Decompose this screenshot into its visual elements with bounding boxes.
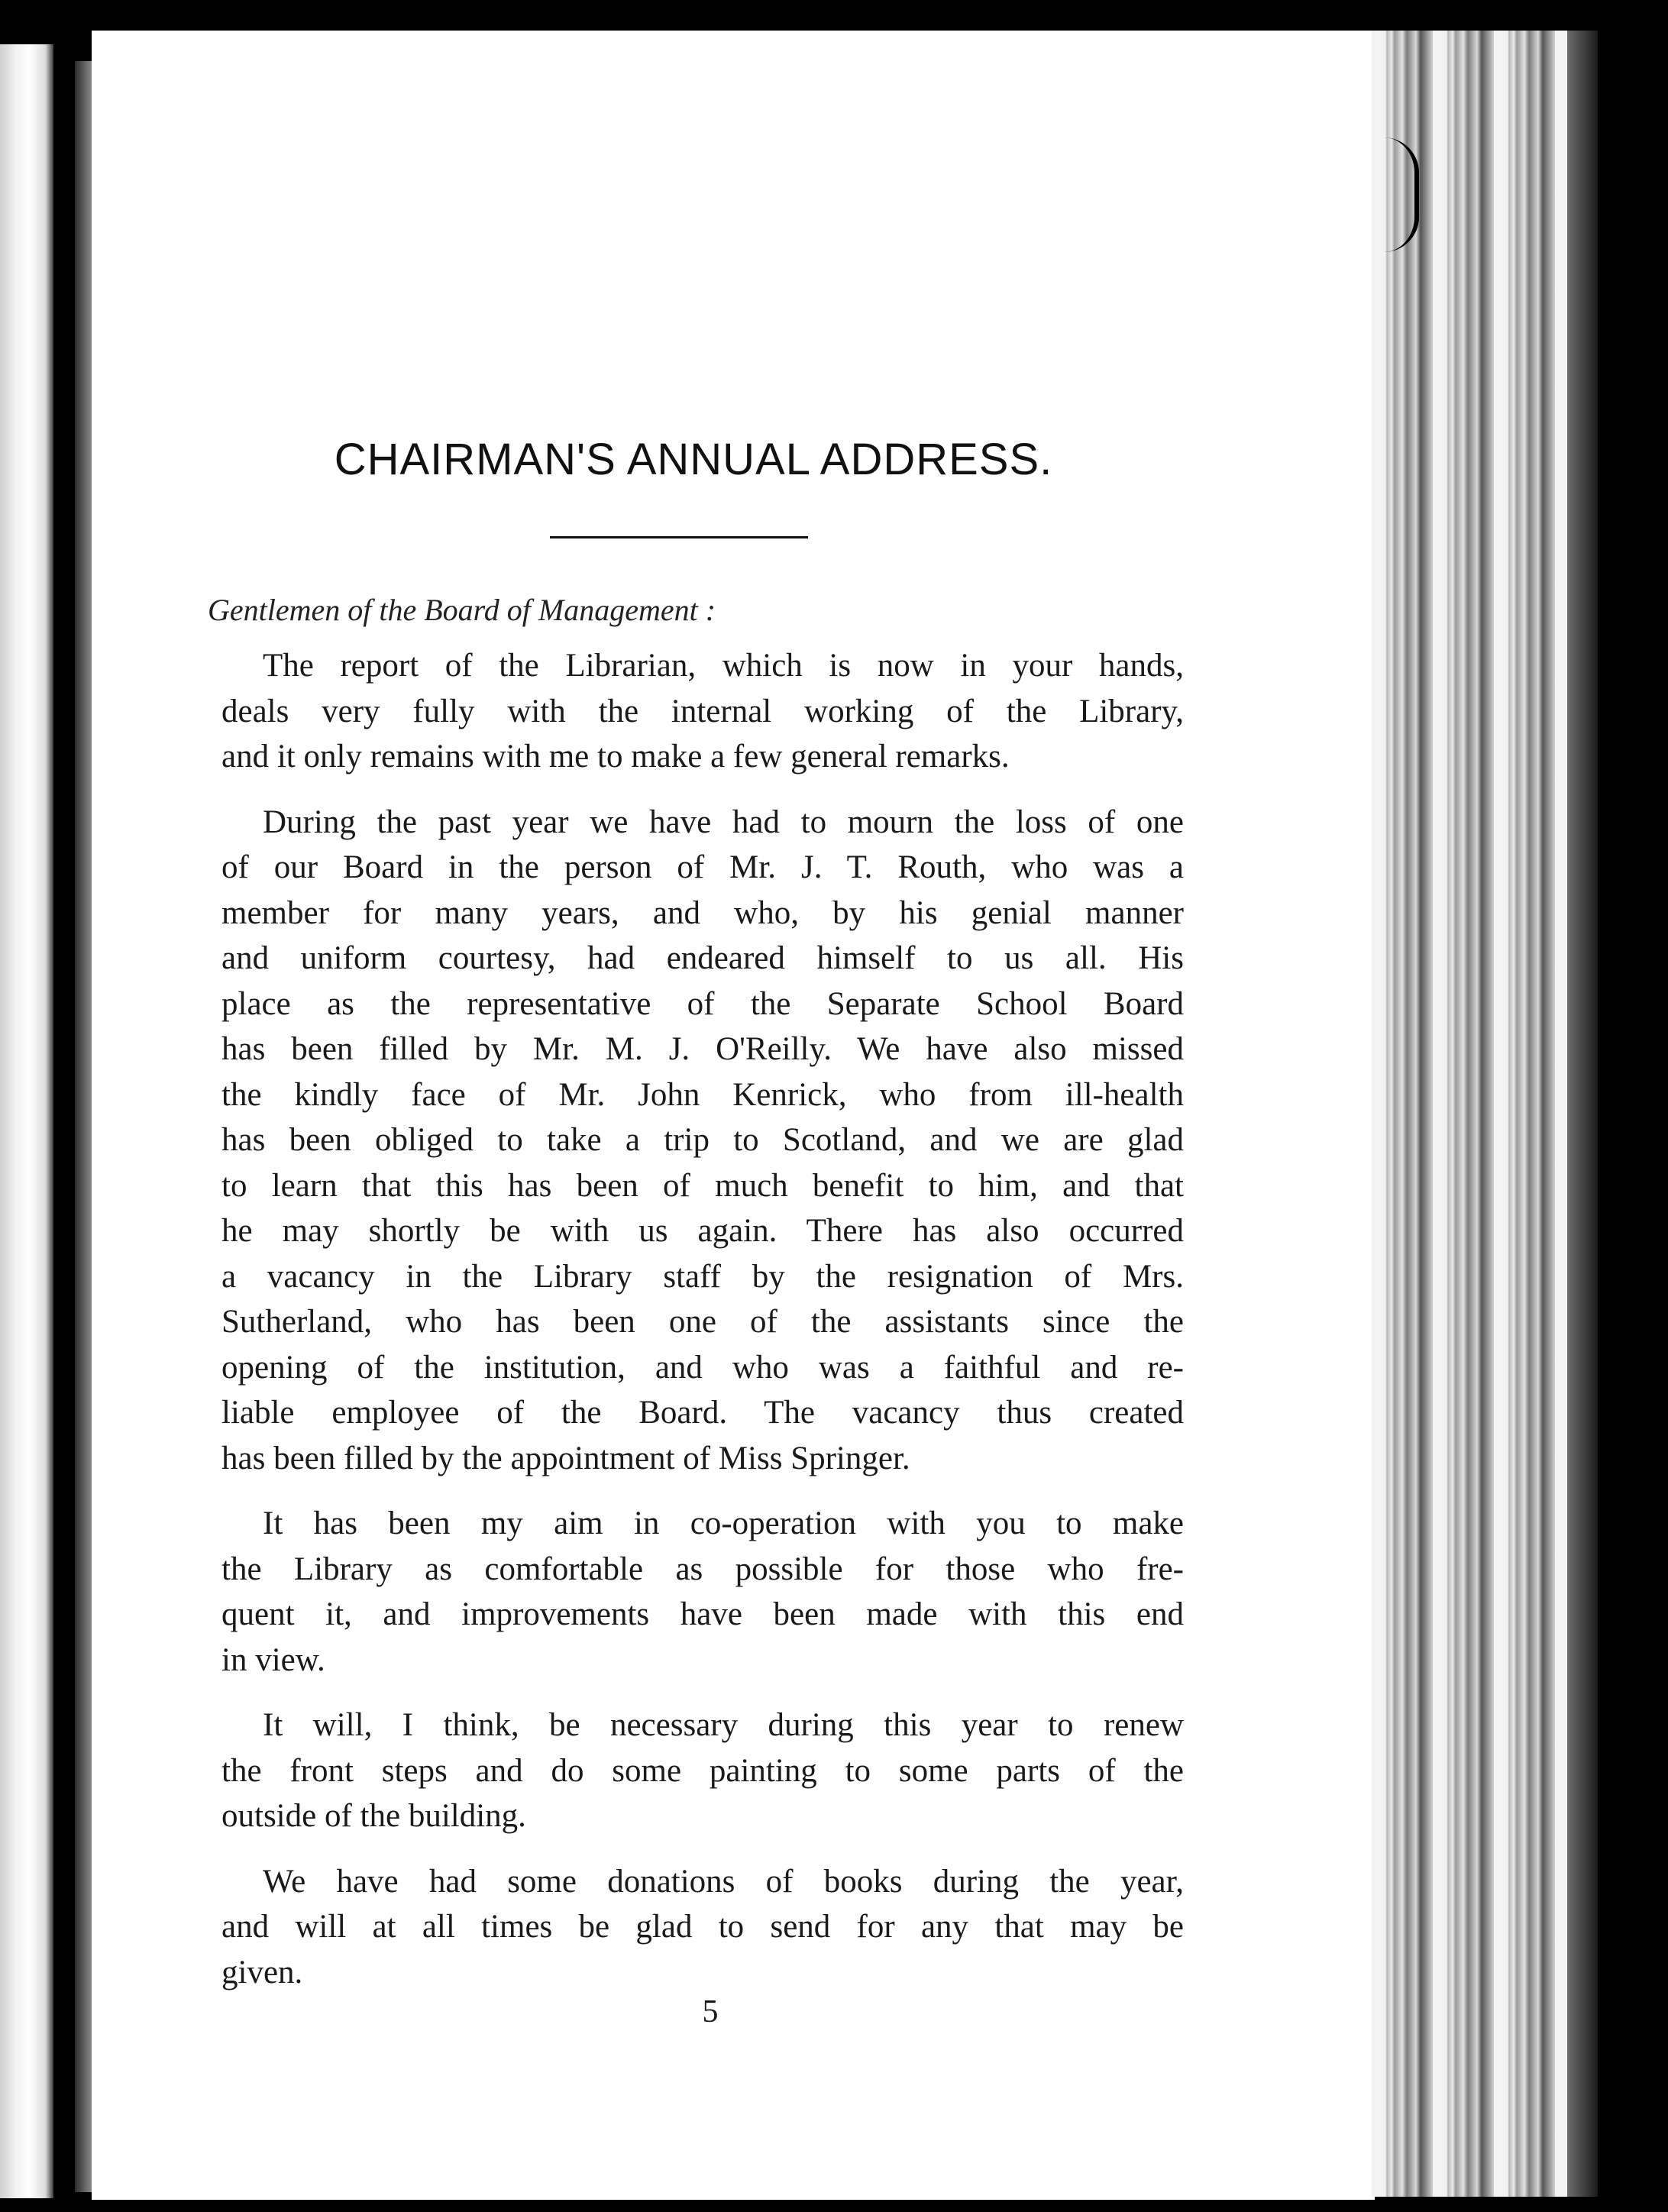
- text-line: the kindly face of Mr. John Kenrick, who from ill-health: [221, 1076, 1184, 1113]
- bracket-mark-icon: [1384, 137, 1419, 252]
- text-line: liable employee of the Board. The vacancy thus created: [221, 1395, 1184, 1431]
- page-number: 5: [702, 1994, 719, 2029]
- text-line: of our Board in the person of Mr. J. T. Routh, who was a: [221, 849, 1184, 885]
- text-line: the front steps and do some painting to some parts of the: [221, 1752, 1184, 1789]
- paragraph: [221, 800, 1184, 1482]
- text-line: outside of the building.: [221, 1798, 526, 1834]
- text-line: quent it, and improvements have been made with this end: [221, 1596, 1184, 1632]
- text-line: opening of the institution, and who was a faithful and re-: [221, 1349, 1184, 1386]
- text-line: a vacancy in the Library staff by the resignation of Mrs.: [221, 1258, 1184, 1295]
- text-line: We have had some donations of books during the year,: [263, 1863, 1184, 1900]
- text-line: to learn that this has been of much benefit to him, and that: [221, 1167, 1184, 1204]
- paragraph: [221, 1859, 1184, 1996]
- text-line: deals very fully with the internal working of the Library,: [221, 693, 1184, 729]
- salutation: Gentlemen of the Board of Management :: [208, 593, 716, 627]
- text-line: given.: [221, 1954, 303, 1990]
- adjacent-page-edge: [0, 44, 53, 2198]
- text-line: It will, I think, be necessary during this year to renew: [263, 1707, 1184, 1743]
- address-body: [221, 643, 1184, 2015]
- paragraph: [221, 1501, 1184, 1683]
- text-line: has been obliged to take a trip to Scotland, and we are glad: [221, 1122, 1184, 1158]
- text-line: he may shortly be with us again. There has also occurred: [221, 1213, 1184, 1249]
- text-line: in view.: [221, 1641, 325, 1678]
- text-line: It has been my aim in co-operation with you to make: [263, 1505, 1184, 1541]
- text-line: and will at all times be glad to send for any that may be: [221, 1909, 1184, 1945]
- text-line: place as the representative of the Separate School Board: [221, 985, 1184, 1022]
- text-line: has been filled by the appointment of Miss Springer.: [221, 1440, 910, 1476]
- page-title: CHAIRMAN'S ANNUAL ADDRESS.: [334, 435, 1053, 484]
- text-line: and uniform courtesy, had endeared himself to us all. His: [221, 940, 1184, 976]
- text-line: The report of the Librarian, which is now in your hands,: [263, 648, 1184, 684]
- paragraph: [221, 1703, 1184, 1839]
- text-line: and it only remains with me to make a few general remarks.: [221, 739, 1010, 775]
- text-line: the Library as comfortable as possible for those who fre-: [221, 1551, 1184, 1587]
- text-line: During the past year we have had to mourn the loss of one: [263, 804, 1184, 840]
- title-divider: [550, 536, 808, 538]
- text-line: member for many years, and who, by his genial manner: [221, 894, 1184, 931]
- text-line: has been filled by Mr. M. J. O'Reilly. We have also missed: [221, 1031, 1184, 1067]
- text-line: Sutherland, who has been one of the assistants since the: [221, 1304, 1184, 1340]
- paragraph: [221, 643, 1184, 780]
- page-edge-stack: [1372, 31, 1598, 2197]
